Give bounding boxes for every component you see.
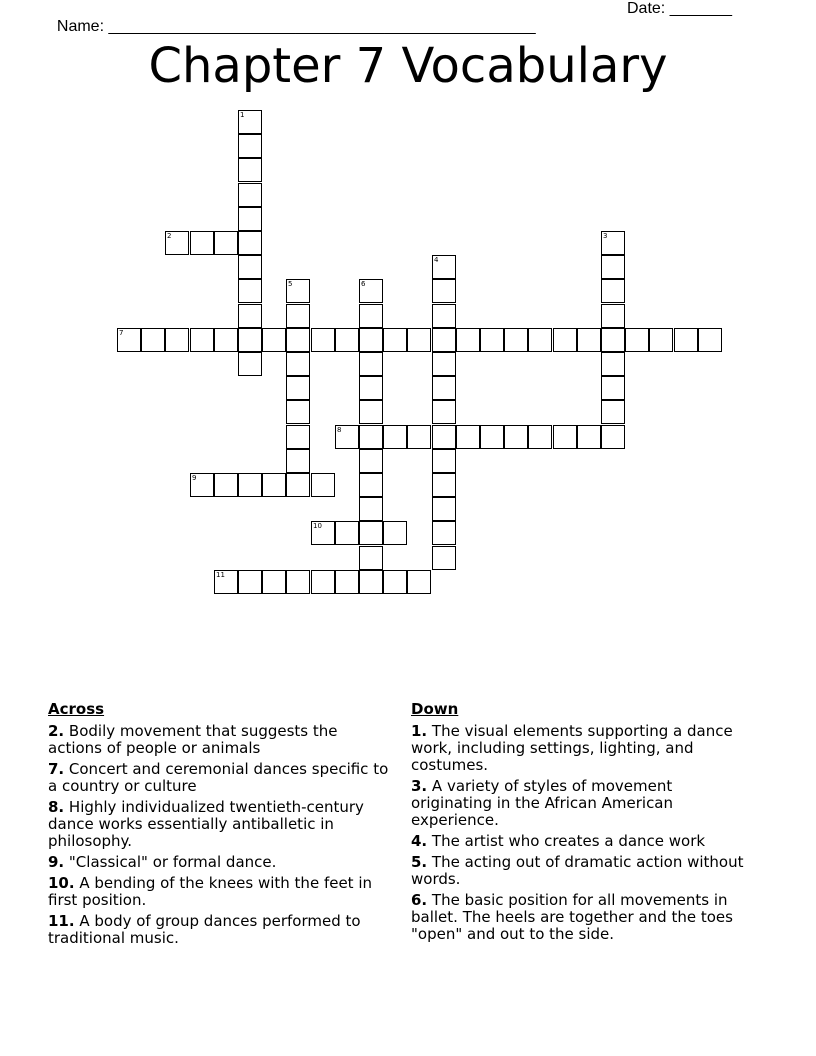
clue-number-label: 11	[216, 571, 225, 579]
clue-text: A body of group dances performed to traditional music.	[48, 912, 361, 947]
grid-cell[interactable]	[238, 231, 262, 255]
clue-number-label: 1	[240, 111, 245, 119]
clue-down-5	[411, 854, 756, 888]
clue-number: 3.	[411, 777, 428, 795]
grid-cell[interactable]	[238, 279, 262, 303]
clue-across-8	[48, 799, 393, 850]
grid-cell[interactable]	[238, 110, 262, 134]
page-title: Chapter 7 Vocabulary	[148, 38, 668, 94]
grid-cell[interactable]	[286, 473, 310, 497]
grid-cell[interactable]	[359, 376, 383, 400]
grid-cell[interactable]	[359, 279, 383, 303]
clue-down-6	[411, 892, 756, 943]
grid-cell[interactable]	[432, 449, 456, 473]
clue-number-label: 2	[167, 232, 172, 240]
grid-cell[interactable]	[407, 570, 431, 594]
grid-cell[interactable]	[432, 304, 456, 328]
clue-down-1	[411, 723, 756, 774]
grid-cell[interactable]	[238, 134, 262, 158]
grid-cell[interactable]	[238, 304, 262, 328]
name-field-label: Name: ________________________________________________	[56, 18, 536, 35]
grid-cell[interactable]	[432, 546, 456, 570]
grid-cell[interactable]	[601, 231, 625, 255]
grid-cell[interactable]	[311, 570, 335, 594]
grid-cell[interactable]	[432, 255, 456, 279]
grid-cell[interactable]	[432, 328, 456, 352]
clue-number-label: 5	[288, 280, 293, 288]
grid-cell[interactable]	[311, 521, 335, 545]
grid-cell[interactable]	[286, 376, 310, 400]
grid-cell[interactable]	[286, 449, 310, 473]
grid-cell[interactable]	[601, 400, 625, 424]
grid-cell[interactable]	[286, 352, 310, 376]
grid-cell[interactable]	[262, 328, 286, 352]
grid-cell[interactable]	[238, 352, 262, 376]
grid-cell[interactable]	[359, 521, 383, 545]
clue-number: 7.	[48, 760, 65, 778]
clue-text: "Classical" or formal dance.	[64, 853, 277, 871]
grid-cell[interactable]	[238, 207, 262, 231]
grid-cell[interactable]	[335, 521, 359, 545]
grid-cell[interactable]	[238, 183, 262, 207]
clue-number-label: 6	[361, 280, 366, 288]
clue-across-10	[48, 875, 393, 909]
grid-cell[interactable]	[359, 425, 383, 449]
clue-number: 1.	[411, 722, 428, 740]
grid-cell[interactable]	[286, 279, 310, 303]
grid-cell[interactable]	[432, 473, 456, 497]
grid-cell[interactable]	[456, 425, 480, 449]
down-clues	[411, 701, 756, 947]
grid-cell[interactable]	[601, 328, 625, 352]
grid-cell[interactable]	[359, 449, 383, 473]
clue-number: 8.	[48, 798, 65, 816]
grid-cell[interactable]	[577, 425, 601, 449]
clue-text: Bodily movement that suggests the actions of people or animals	[48, 722, 338, 757]
grid-cell[interactable]	[238, 255, 262, 279]
grid-cell[interactable]	[601, 425, 625, 449]
grid-cell[interactable]	[407, 328, 431, 352]
grid-cell[interactable]	[286, 570, 310, 594]
grid-cell[interactable]	[190, 328, 214, 352]
grid-cell[interactable]	[504, 328, 528, 352]
grid-cell[interactable]	[383, 570, 407, 594]
grid-cell[interactable]	[383, 521, 407, 545]
grid-cell[interactable]	[214, 231, 238, 255]
clue-number: 9.	[48, 853, 65, 871]
grid-cell[interactable]	[311, 328, 335, 352]
clue-number-label: 8	[337, 426, 342, 434]
clue-text: Highly individualized twentieth-century dance works essentially antiballetic in philosophy.	[48, 798, 364, 850]
grid-cell[interactable]	[190, 231, 214, 255]
grid-cell[interactable]	[480, 328, 504, 352]
grid-cell[interactable]	[674, 328, 698, 352]
grid-cell[interactable]	[528, 425, 552, 449]
date-field-label: Date: _______	[627, 0, 732, 17]
grid-cell[interactable]	[335, 328, 359, 352]
clue-down-3	[411, 778, 756, 829]
grid-cell[interactable]	[117, 328, 141, 352]
grid-cell[interactable]	[359, 570, 383, 594]
grid-cell[interactable]	[311, 473, 335, 497]
grid-cell[interactable]	[432, 352, 456, 376]
clue-number: 4.	[411, 832, 428, 850]
grid-cell[interactable]	[432, 497, 456, 521]
grid-cell[interactable]	[432, 425, 456, 449]
grid-cell[interactable]	[359, 328, 383, 352]
grid-cell[interactable]	[238, 158, 262, 182]
grid-cell[interactable]	[286, 328, 310, 352]
grid-cell[interactable]	[359, 497, 383, 521]
clue-down-4	[411, 833, 756, 850]
grid-cell[interactable]	[141, 328, 165, 352]
clue-text: The visual elements supporting a dance work, including settings, lighting, and costumes.	[411, 722, 733, 774]
grid-cell[interactable]	[432, 400, 456, 424]
grid-cell[interactable]	[528, 328, 552, 352]
grid-cell[interactable]	[480, 425, 504, 449]
grid-cell[interactable]	[407, 425, 431, 449]
clue-number: 11.	[48, 912, 75, 930]
clue-number-label: 3	[603, 232, 608, 240]
grid-cell[interactable]	[359, 400, 383, 424]
clue-across-9	[48, 854, 393, 871]
across-clues	[48, 701, 393, 951]
clue-across-11	[48, 913, 393, 947]
grid-cell[interactable]	[214, 570, 238, 594]
across-heading: Across	[48, 700, 105, 718]
grid-cell[interactable]	[165, 328, 189, 352]
grid-cell[interactable]	[286, 425, 310, 449]
grid-cell[interactable]	[553, 425, 577, 449]
grid-cell[interactable]	[165, 231, 189, 255]
grid-cell[interactable]	[214, 473, 238, 497]
clue-text: The artist who creates a dance work	[427, 832, 706, 850]
grid-cell[interactable]	[698, 328, 722, 352]
grid-cell[interactable]	[601, 304, 625, 328]
clue-across-2	[48, 723, 393, 757]
grid-cell[interactable]	[359, 352, 383, 376]
grid-cell[interactable]	[190, 473, 214, 497]
grid-cell[interactable]	[601, 255, 625, 279]
grid-cell[interactable]	[286, 400, 310, 424]
clue-number-label: 4	[434, 256, 439, 264]
clue-number: 5.	[411, 853, 428, 871]
clue-text: The basic position for all movements in ballet. The heels are together and the toes "open" and out to the side.	[411, 891, 733, 943]
grid-cell[interactable]	[214, 328, 238, 352]
grid-cell[interactable]	[601, 376, 625, 400]
clue-text: A bending of the knees with the feet in first position.	[48, 874, 372, 909]
clue-text: The acting out of dramatic action without words.	[411, 853, 744, 888]
grid-cell[interactable]	[649, 328, 673, 352]
grid-cell[interactable]	[359, 304, 383, 328]
grid-cell[interactable]	[504, 425, 528, 449]
grid-cell[interactable]	[335, 425, 359, 449]
grid-cell[interactable]	[359, 546, 383, 570]
clue-number: 6.	[411, 891, 428, 909]
grid-cell[interactable]	[238, 570, 262, 594]
grid-cell[interactable]	[625, 328, 649, 352]
grid-cell[interactable]	[359, 473, 383, 497]
grid-cell[interactable]	[238, 328, 262, 352]
clue-text: A variety of styles of movement originating in the African American experience.	[411, 777, 674, 829]
down-heading: Down	[411, 700, 459, 718]
grid-cell[interactable]	[601, 279, 625, 303]
grid-cell[interactable]	[601, 352, 625, 376]
clue-number-label: 9	[192, 474, 197, 482]
clue-across-7	[48, 761, 393, 795]
grid-cell[interactable]	[432, 376, 456, 400]
grid-cell[interactable]	[335, 570, 359, 594]
grid-cell[interactable]	[383, 328, 407, 352]
grid-cell[interactable]	[262, 570, 286, 594]
grid-cell[interactable]	[432, 279, 456, 303]
grid-cell[interactable]	[577, 328, 601, 352]
grid-cell[interactable]	[286, 304, 310, 328]
clue-number-label: 10	[313, 522, 322, 530]
grid-cell[interactable]	[432, 521, 456, 545]
grid-cell[interactable]	[553, 328, 577, 352]
grid-cell[interactable]	[238, 473, 262, 497]
grid-cell[interactable]	[456, 328, 480, 352]
clue-number: 2.	[48, 722, 65, 740]
clue-number: 10.	[48, 874, 75, 892]
clue-text: Concert and ceremonial dances specific to a country or culture	[48, 760, 389, 795]
grid-cell[interactable]	[383, 425, 407, 449]
clue-number-label: 7	[119, 329, 124, 337]
grid-cell[interactable]	[262, 473, 286, 497]
